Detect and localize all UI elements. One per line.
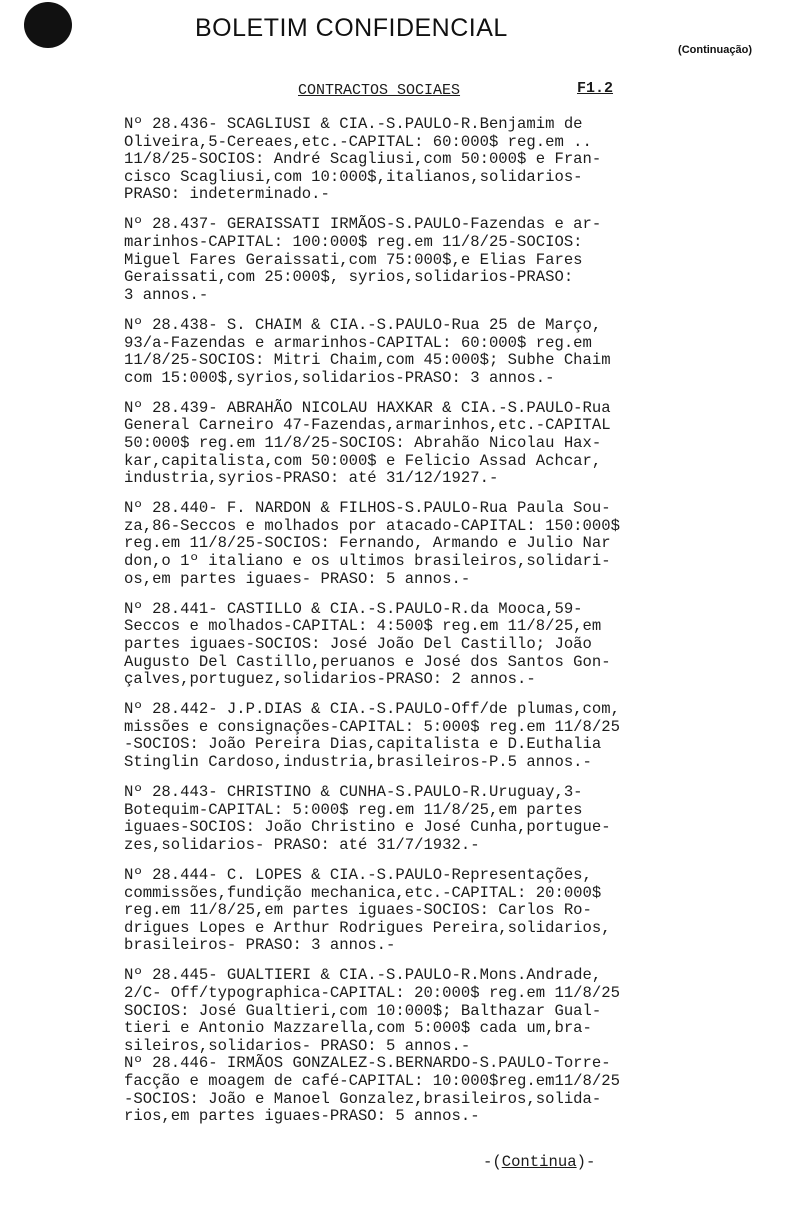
- entry-line: commissões,fundição mechanica,etc.-CAPITAL: 20:000$: [124, 883, 602, 902]
- entry-line: Nº 28.445- GUALTIERI & CIA.-S.PAULO-R.Mons.Andrade,: [124, 966, 602, 985]
- entry-28440: [124, 500, 764, 588]
- entry-line: General Carneiro 47-Fazendas,armarinhos,etc.-CAPITAL: [124, 416, 611, 435]
- entry-line: 2/C- Off/typographica-CAPITAL: 20:000$ reg.em 11/8/25: [124, 984, 620, 1003]
- continuation-label: (Continuação): [678, 44, 752, 56]
- entry-line: reg.em 11/8/25-SOCIOS: Fernando, Armando e Julio Nar: [124, 534, 611, 553]
- section-title: CONTRACTOS SOCIAES: [298, 82, 461, 99]
- continua-footer: [483, 1153, 595, 1171]
- entry-line: facção e moagem de café-CAPITAL: 10:000$reg.em11/8/25: [124, 1072, 620, 1090]
- entry-28445: [124, 967, 764, 1055]
- entry-line: partes iguaes-SOCIOS: José João Del Castillo; João: [124, 634, 592, 653]
- contract-entries: [124, 116, 764, 1126]
- entry-line: Nº 28.443- CHRISTINO & CUNHA-S.PAULO-R.Uruguay,3-: [124, 783, 583, 802]
- entry-line: Botequim-CAPITAL: 5:000$ reg.em 11/8/25,em partes: [124, 800, 583, 819]
- entry-line: don,o 1º italiano e os ultimos brasileiros,solidari-: [124, 552, 611, 571]
- entry-line: sileiros,solidarios- PRASO: 5 annos.-: [124, 1036, 471, 1055]
- entry-line: zes,solidarios- PRASO: até 31/7/1932.-: [124, 835, 480, 854]
- entry-line: tieri e Antonio Mazzarella,com 5:000$ cada um,bra-: [124, 1019, 592, 1038]
- entry-line: Nº 28.442- J.P.DIAS & CIA.-S.PAULO-Off/de plumas,com,: [124, 700, 620, 719]
- ink-blot: [24, 2, 72, 48]
- entry-28443: [124, 784, 764, 854]
- entry-line: missões e consignações-CAPITAL: 5:000$ reg.em 11/8/25: [124, 717, 620, 736]
- entry-line: os,em partes iguaes- PRASO: 5 annos.-: [124, 569, 471, 588]
- entry-line: kar,capitalista,com 50:000$ e Felicio Assad Achcar,: [124, 451, 602, 470]
- entry-line: 50:000$ reg.em 11/8/25-SOCIOS: Abrahão Nicolau Hax-: [124, 434, 602, 452]
- entry-line: rios,em partes iguaes-PRASO: 5 annos.-: [124, 1107, 480, 1126]
- footer-suffix: )-: [576, 1153, 596, 1171]
- entry-line: Nº 28.441- CASTILLO & CIA.-S.PAULO-R.da Mooca,59-: [124, 599, 583, 618]
- entry-line: reg.em 11/8/25,em partes iguaes-SOCIOS: Carlos Ro-: [124, 901, 592, 920]
- entry-28442: [124, 701, 764, 771]
- footer-text: Continua: [501, 1153, 577, 1171]
- entry-28441: [124, 601, 764, 689]
- entry-line: Geraissati,com 25:000$, syrios,solidarios-PRASO:: [124, 268, 574, 287]
- page-number: F1.2: [577, 80, 614, 97]
- entry-line: Stinglin Cardoso,industria,brasileiros-P.5 annos.-: [124, 753, 592, 771]
- entry-line: marinhos-CAPITAL: 100:000$ reg.em 11/8/25-SOCIOS:: [124, 233, 583, 252]
- entry-line: 93/a-Fazendas e armarinhos-CAPITAL: 60:000$ reg.em: [124, 333, 592, 352]
- entry-28446: [124, 1055, 764, 1125]
- entry-line: PRASO: indeterminado.-: [124, 185, 330, 204]
- entry-line: Nº 28.438- S. CHAIM & CIA.-S.PAULO-Rua 25 de Março,: [124, 315, 602, 334]
- document-title: BOLETIM CONFIDENCIAL: [195, 14, 508, 42]
- entry-28437: [124, 216, 764, 304]
- entry-line: Nº 28.439- ABRAHÃO NICOLAU HAXKAR & CIA.-S.PAULO-Rua: [124, 398, 611, 417]
- entry-line: Seccos e molhados-CAPITAL: 4:500$ reg.em 11/8/25,em: [124, 617, 602, 636]
- entry-line: drigues Lopes e Arthur Rodrigues Pereira,solidarios,: [124, 918, 611, 937]
- entry-line: -SOCIOS: João e Manoel Gonzalez,brasileiros,solida-: [124, 1089, 602, 1108]
- entry-line: brasileiros- PRASO: 3 annos.-: [124, 936, 396, 955]
- entry-line: SOCIOS: José Gualtieri,com 10:000$; Balthazar Gual-: [124, 1001, 602, 1020]
- entry-line: Augusto Del Castillo,peruanos e José dos Santos Gon-: [124, 652, 611, 671]
- entry-28436: [124, 116, 764, 204]
- entry-line: -SOCIOS: João Pereira Dias,capitalista e D.Euthalia: [124, 735, 602, 754]
- entry-line: cisco Scagliusi,com 10:000$,italianos,solidarios-: [124, 167, 583, 186]
- entry-line: 11/8/25-SOCIOS: André Scagliusi,com 50:000$ e Fran-: [124, 150, 602, 169]
- entry-line: Nº 28.437- GERAISSATI IRMÃOS-S.PAULO-Fazendas e ar-: [124, 215, 602, 234]
- entry-28444: [124, 867, 764, 955]
- entry-line: industria,syrios-PRASO: até 31/12/1927.-: [124, 469, 499, 488]
- entry-line: Nº 28.444- C. LOPES & CIA.-S.PAULO-Representações,: [124, 865, 592, 884]
- entry-line: Nº 28.446- IRMÃOS GONZALEZ-S.BERNARDO-S.PAULO-Torre-: [124, 1054, 611, 1073]
- entry-28438: [124, 317, 764, 387]
- entry-line: com 15:000$,syrios,solidarios-PRASO: 3 annos.-: [124, 368, 555, 387]
- entry-line: Oliveira,5-Cereaes,etc.-CAPITAL: 60:000$ reg.em ..: [124, 132, 592, 151]
- entry-line: çalves,portuguez,solidarios-PRASO: 2 annos.-: [124, 670, 536, 689]
- entry-line: 3 annos.-: [124, 285, 209, 304]
- entry-line: 11/8/25-SOCIOS: Mitri Chaim,com 45:000$; Subhe Chaim: [124, 351, 611, 370]
- entry-line: Nº 28.440- F. NARDON & FILHOS-S.PAULO-Rua Paula Sou-: [124, 499, 611, 518]
- entry-line: iguaes-SOCIOS: João Christino e José Cunha,portugue-: [124, 818, 611, 837]
- entry-28439: [124, 400, 764, 488]
- footer-prefix: -(: [483, 1153, 502, 1171]
- entry-line: Nº 28.436- SCAGLIUSI & CIA.-S.PAULO-R.Benjamim de: [124, 115, 583, 133]
- entry-line: Miguel Fares Geraissati,com 75:000$,e Elias Fares: [124, 250, 583, 269]
- entry-line: za,86-Seccos e molhados por atacado-CAPITAL: 150:000$: [124, 516, 620, 535]
